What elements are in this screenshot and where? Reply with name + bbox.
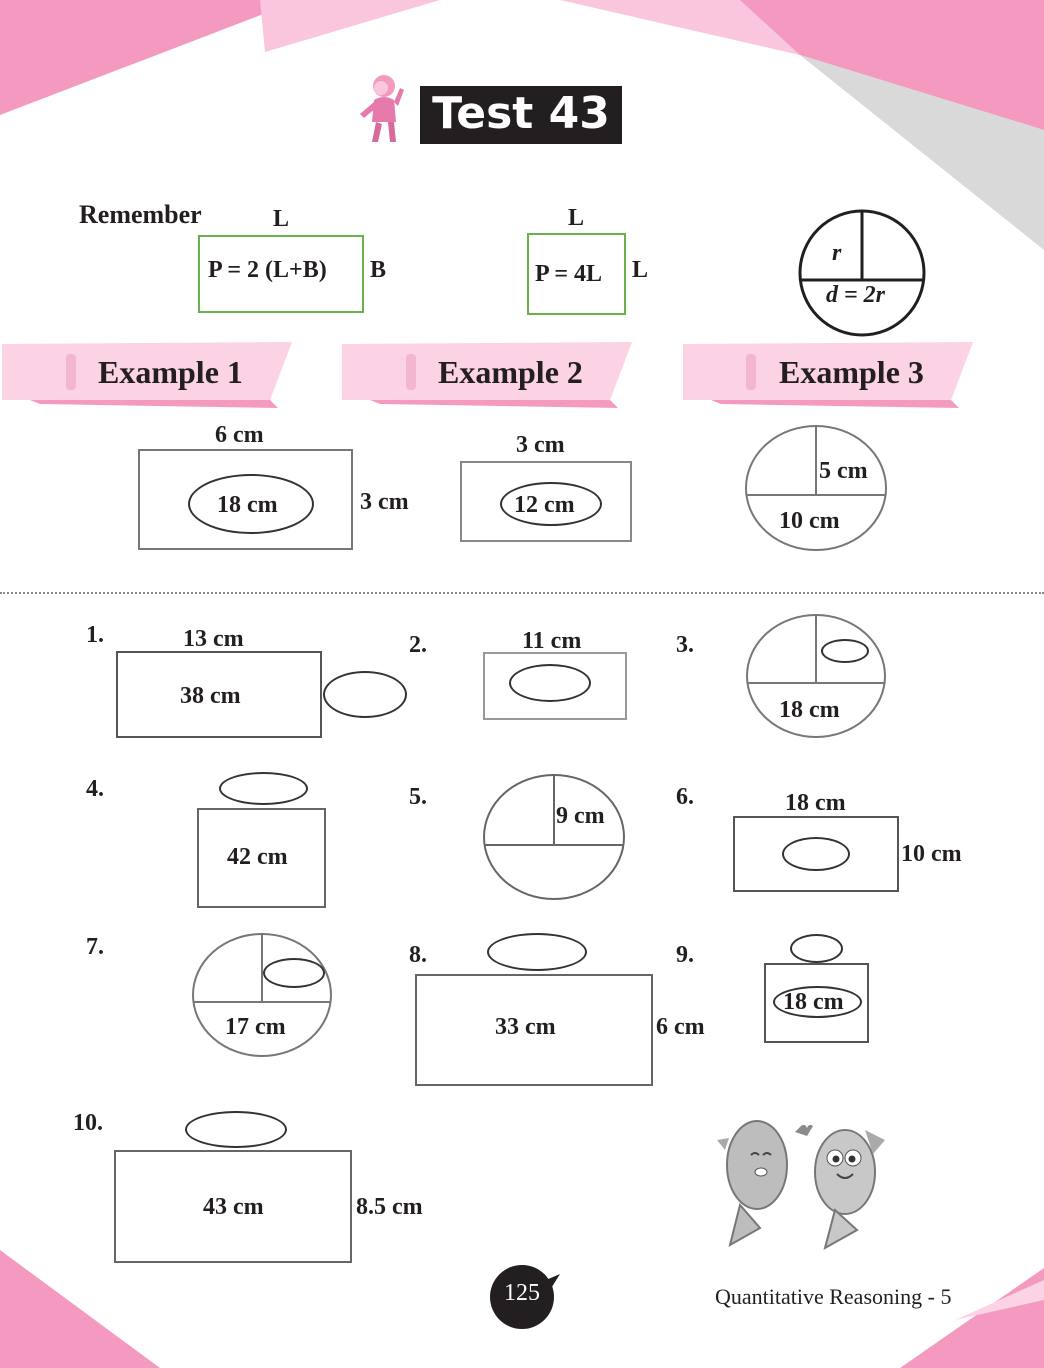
q9-number: 9.	[676, 942, 694, 968]
q1-number: 1.	[86, 622, 104, 648]
example-1-answer: 18 cm	[217, 492, 278, 518]
q9-center-value: 18 cm	[783, 989, 844, 1015]
page-title: Test 43	[420, 86, 622, 144]
circle-radius-label: r	[832, 240, 842, 266]
q7-answer-oval[interactable]	[263, 958, 325, 988]
q10-number: 10.	[73, 1110, 103, 1136]
q2-answer-oval[interactable]	[509, 664, 591, 702]
section-divider	[0, 592, 1044, 594]
q4-center-value: 42 cm	[227, 844, 288, 870]
q6-answer-oval[interactable]	[782, 837, 850, 871]
square-length-label: L	[568, 205, 585, 231]
example-3-radius: 5 cm	[819, 458, 868, 484]
q2-number: 2.	[409, 632, 427, 658]
rect-formula: P = 2 (L+B)	[208, 257, 327, 283]
remember-circle-diagram	[798, 208, 930, 338]
fish-couple-illustration	[715, 1110, 895, 1255]
page-number: 125	[504, 1280, 540, 1306]
remember-label: Remember	[79, 200, 202, 229]
example-3-title: Example 3	[779, 354, 924, 390]
square-formula: P = 4L	[535, 261, 603, 287]
book-title: Quantitative Reasoning - 5	[715, 1284, 952, 1309]
q1-answer-oval[interactable]	[323, 671, 407, 718]
q5-number: 5.	[409, 784, 427, 810]
square-side-label: L	[632, 257, 649, 283]
q9-answer-oval[interactable]	[790, 934, 843, 963]
q8-side-label: 6 cm	[656, 1014, 705, 1040]
example-3-diameter: 10 cm	[779, 508, 840, 534]
q4-number: 4.	[86, 776, 104, 802]
q3-number: 3.	[676, 632, 694, 658]
rect-breadth-label: B	[370, 257, 387, 283]
example-2-title: Example 2	[438, 354, 583, 390]
q1-top-label: 13 cm	[183, 626, 244, 652]
q2-top-label: 11 cm	[522, 628, 582, 654]
example-2-answer: 12 cm	[514, 492, 575, 518]
example-1-top-label: 6 cm	[215, 422, 264, 448]
q10-center-value: 43 cm	[203, 1194, 264, 1220]
q4-answer-oval[interactable]	[219, 772, 308, 805]
q7-diameter: 17 cm	[225, 1014, 286, 1040]
q6-number: 6.	[676, 784, 694, 810]
girl-mascot-icon	[356, 72, 408, 148]
example-1-title: Example 1	[98, 354, 243, 390]
q8-answer-oval[interactable]	[487, 933, 587, 971]
rect-length-label: L	[273, 206, 290, 232]
q3-diameter: 18 cm	[779, 697, 840, 723]
q5-radius: 9 cm	[556, 803, 605, 829]
q10-answer-oval[interactable]	[185, 1111, 287, 1148]
q6-side-label: 10 cm	[901, 841, 962, 867]
q8-number: 8.	[409, 942, 427, 968]
q1-center-value: 38 cm	[180, 683, 241, 709]
q7-number: 7.	[86, 934, 104, 960]
example-2-top-label: 3 cm	[516, 432, 565, 458]
q3-answer-oval[interactable]	[821, 639, 869, 663]
circle-diameter-label: d = 2r	[826, 282, 886, 308]
example-1-side-label: 3 cm	[360, 489, 409, 515]
q5-circle	[482, 773, 626, 903]
q8-center-value: 33 cm	[495, 1014, 556, 1040]
q6-top-label: 18 cm	[785, 790, 846, 816]
q10-side-label: 8.5 cm	[356, 1194, 423, 1220]
